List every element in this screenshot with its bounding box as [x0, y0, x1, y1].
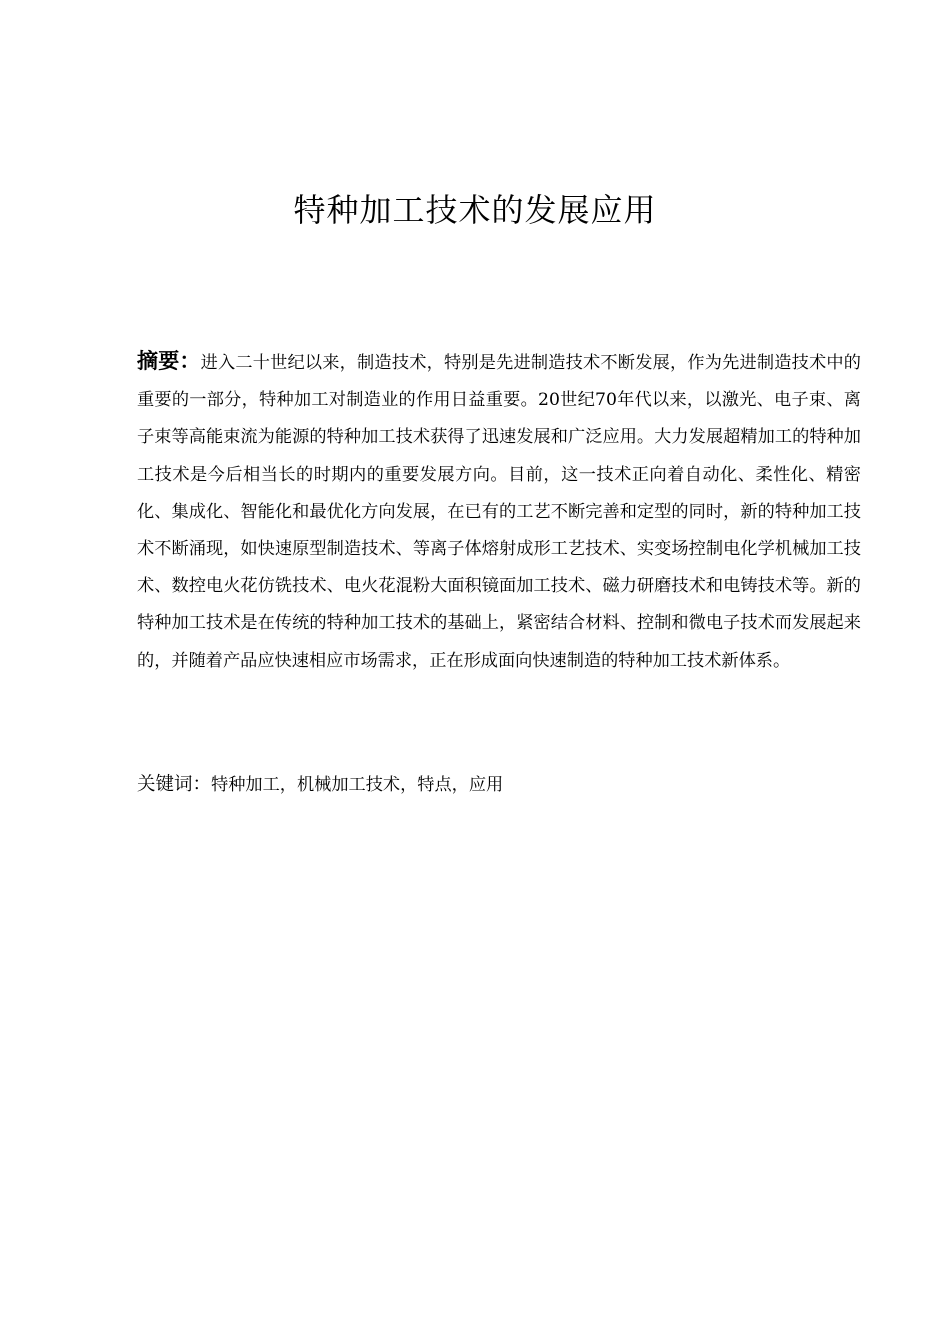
document-title: 特种加工技术的发展应用	[293, 191, 657, 229]
abstract-text: 进入二十世纪以来，制造技术，特别是先进制造技术不断发展，作为先进制造技术中的重要的一部分，特种加工对制造业的作用日益重要。20世纪70年代以来，以激光、电子束、离子束等高能束流为能源的特种加工技术获得了迅速发展和广泛应用。大力发展超精加工的特种加工技术是今后相当长的时期内的重要发展方向。目前，这一技术正向着自动化、柔性化、精密化、集成化、智能化和最优化方向发展，在已有的工艺不断完善和定型的同时，新的特种加工技术不断涌现，如快速原型制造技术、等离子体熔射成形工艺技术、实变场控制电化学机械加工技术、数控电火花仿铣技术、电火花混粉大面积镜面加工技术、磁力研磨技术和电铸技术等。新的特种加工技术是在传统的特种加工技术的基础上，紧密结合材料、控制和微电子技术而发展起来的，并随着产品应快速相应市场需求，正在形成面向快速制造的特种加工技术新体系。	[137, 353, 861, 671]
abstract-label: 摘要：	[137, 349, 201, 373]
keywords-label: 关键词：	[137, 774, 212, 795]
abstract-paragraph	[137, 343, 861, 680]
keywords-text: 特种加工，机械加工技术，特点，应用	[211, 775, 504, 795]
keywords-line	[137, 766, 861, 804]
